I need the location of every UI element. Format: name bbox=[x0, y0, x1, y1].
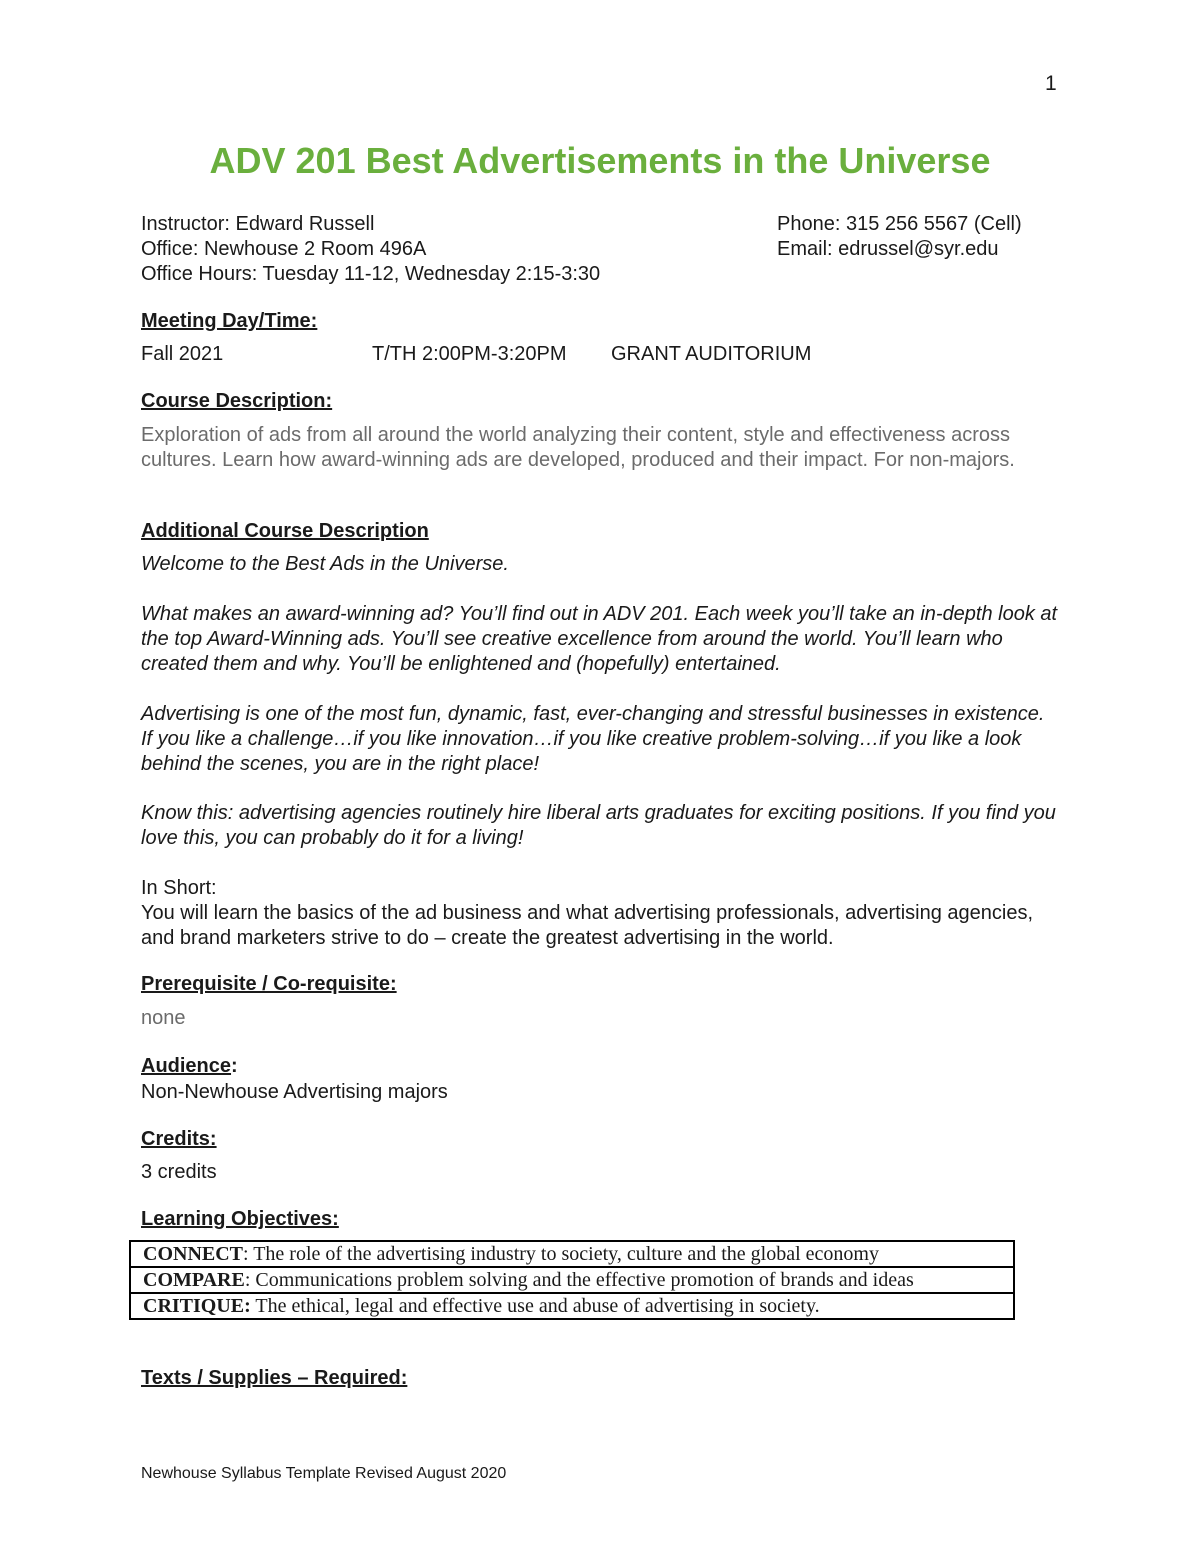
instructor-line: Instructor: Edward Russell bbox=[141, 213, 375, 235]
credits-heading: Credits: bbox=[141, 1128, 217, 1150]
additional-paragraph-3: Advertising is one of the most fun, dynamic, fast, ever-changing and stressful businesses in existence. If you like a challenge…if you like innovation…if you like creative problem-solving…if you like a look behind the scenes, you are in the right place! bbox=[141, 703, 1045, 775]
table-row bbox=[130, 1293, 1014, 1319]
table-row bbox=[130, 1267, 1014, 1293]
audience-heading-wrap bbox=[141, 1055, 238, 1078]
meeting-heading: Meeting Day/Time: bbox=[141, 310, 318, 332]
texts-supplies-heading: Texts / Supplies – Required: bbox=[141, 1367, 408, 1389]
course-description-heading: Course Description: bbox=[141, 390, 333, 412]
table-cell bbox=[130, 1293, 1014, 1319]
meeting-term: Fall 2021 bbox=[141, 343, 224, 365]
objective-label: COMPARE bbox=[143, 1269, 245, 1291]
audience-heading: Audience bbox=[141, 1055, 232, 1077]
additional-description-heading: Additional Course Description bbox=[141, 520, 429, 542]
prerequisite-text: none bbox=[141, 1007, 186, 1029]
table-cell bbox=[130, 1267, 1014, 1293]
additional-paragraph-1: Welcome to the Best Ads in the Universe. bbox=[141, 553, 509, 575]
phone-line: Phone: 315 256 5567 (Cell) bbox=[777, 213, 1022, 235]
objective-text: : Communications problem solving and the effective promotion of brands and ideas bbox=[244, 1269, 914, 1291]
page-footer: Newhouse Syllabus Template Revised August 2020 bbox=[141, 1465, 507, 1482]
document-title: ADV 201 Best Advertisements in the Universe bbox=[209, 140, 991, 181]
additional-paragraph-2: What makes an award-winning ad? You’ll find out in ADV 201. Each week you’ll take an in-depth look at the top Award-Winning ads. You’ll see creative excellence from around the world. You’ll learn who created them and why. You’ll be enlightened and (hopefully) entertained. bbox=[141, 603, 1058, 675]
additional-paragraph-4: Know this: advertising agencies routinely hire liberal arts graduates for exciting positions. If you find you love this, you can probably do it for a living! bbox=[141, 802, 1056, 849]
audience-text: Non-Newhouse Advertising majors bbox=[141, 1081, 448, 1103]
table-cell bbox=[130, 1241, 1014, 1267]
course-description-text: Exploration of ads from all around the world analyzing their content, style and effectiveness across cultures. Learn how award-winning ads are developed, produced and their impact. For non-majors. bbox=[141, 424, 1015, 471]
office-line: Office: Newhouse 2 Room 496A bbox=[141, 238, 427, 260]
table-row bbox=[130, 1241, 1014, 1267]
learning-objectives-heading: Learning Objectives: bbox=[141, 1208, 339, 1230]
in-short-label: In Short: bbox=[141, 877, 217, 899]
email-line: Email: edrussel@syr.edu bbox=[777, 238, 999, 260]
page-number: 1 bbox=[1045, 72, 1057, 95]
prerequisite-heading: Prerequisite / Co-requisite: bbox=[141, 973, 397, 995]
meeting-time: T/TH 2:00PM-3:20PM bbox=[372, 343, 567, 365]
audience-colon: : bbox=[231, 1055, 238, 1077]
office-hours-line: Office Hours: Tuesday 11-12, Wednesday 2:15-3:30 bbox=[141, 263, 601, 285]
meeting-location: GRANT AUDITORIUM bbox=[611, 343, 812, 365]
credits-text: 3 credits bbox=[141, 1161, 217, 1183]
objective-text: The ethical, legal and effective use and abuse of advertising in society. bbox=[250, 1295, 820, 1317]
objective-text: : The role of the advertising industry to society, culture and the global economy bbox=[243, 1243, 879, 1265]
learning-objectives-table bbox=[129, 1240, 1015, 1320]
objective-label: CONNECT bbox=[143, 1243, 244, 1265]
in-short-text: You will learn the basics of the ad business and what advertising professionals, advertising agencies, and brand marketers strive to do – create the greatest advertising in the world. bbox=[141, 902, 1034, 949]
objective-label: CRITIQUE: bbox=[143, 1295, 251, 1317]
